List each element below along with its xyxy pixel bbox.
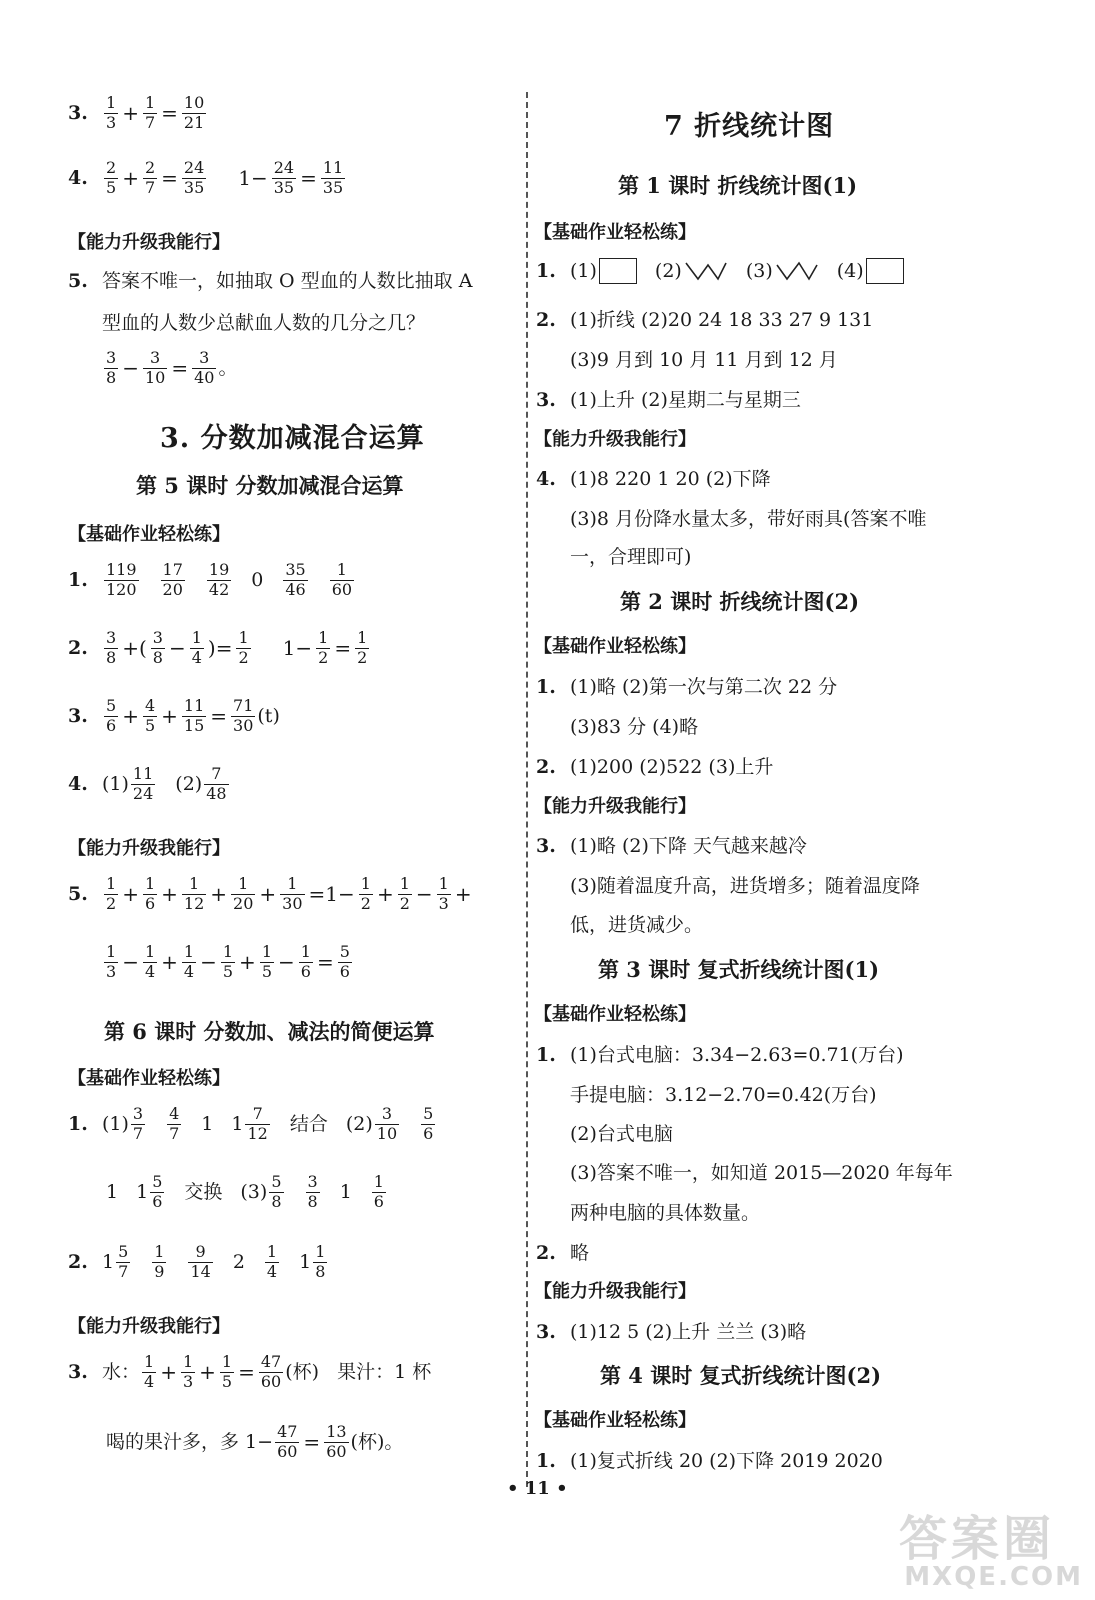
chapter-title: 3. 分数加减混合运算: [160, 423, 425, 454]
left-basic-2: 2. $\frac{3}{8}$ +( $\frac{3}{8}$ − $\frac{1}{4}$ )= $\frac{1}{2}$ 1− $\frac{1}{2}$ = $\frac{1}{2}$: [68, 628, 368, 667]
zigzag-icon: [684, 260, 728, 282]
right-basic3-1-line1: 1. (1)台式电脑：3.34−2.63=0.71(万台): [536, 1044, 904, 1066]
left-ability-5-row1: 5. $\frac{1}{2}$ + $\frac{1}{6}$ + $\frac{1}{12}$ + $\frac{1}{20}$ + $\frac{1}{30}$ =1− $\frac{1}{2}$ + $\frac{1}{2}$ − $\frac{1}{3}$ +: [68, 874, 472, 913]
right-basic3-1-line4: (3)答案不唯一，如知道 2015—2020 年每年: [570, 1162, 953, 1184]
section-label-ability: 【能力升级我能行】: [534, 429, 696, 450]
left-basic6-1-row2: 1 1 $\frac{5}{6}$ 交换 (3) $\frac{5}{8}$ $\frac{3}{8}$ 1 $\frac{1}{6}$: [106, 1172, 384, 1211]
right-basic3-1-line5: 两种电脑的具体数量。: [570, 1202, 761, 1224]
section-label-ability: 【能力升级我能行】: [534, 796, 696, 817]
watermark-logo: 答案圈 MXQE.COM: [898, 1511, 1083, 1592]
chapter-title: 7 折线统计图: [664, 111, 835, 142]
rectangle-shape-icon: [866, 258, 904, 284]
right-basic3-1-line2: 手提电脑：3.12−2.70=0.42(万台): [570, 1084, 877, 1106]
right-basic3-1-line3: (2)台式电脑: [570, 1123, 673, 1145]
right-ability2-3-line2: (3)随着温度升高，进货增多；随着温度降: [570, 875, 920, 897]
section-label-basic: 【基础作业轻松练】: [534, 222, 696, 243]
left-answer-5-line2: 型血的人数少总献血人数的几分之几？: [102, 312, 426, 334]
right-basic3-2: 2. 略: [536, 1242, 590, 1264]
right-ability2-3-line1: 3. (1)略 (2)下降 天气越来越冷: [536, 835, 807, 857]
lesson-title: 第 2 课时 折线统计图(2): [620, 589, 860, 614]
section-label-basic: 【基础作业轻松练】: [534, 636, 696, 657]
right-ability-4-line2: (3)8 月份降水量太多，带好雨具(答案不唯: [570, 508, 927, 530]
page-number: • 11 •: [507, 1478, 568, 1499]
right-basic-1: 1. (1) (2) (3) (4): [536, 258, 904, 284]
left-basic-3: 3. $\frac{5}{6}$ + $\frac{4}{5}$ + $\frac{11}{15}$ = $\frac{71}{30}$ (t): [68, 696, 280, 735]
column-divider: [526, 92, 528, 1487]
left-basic6-2: 2. 1 $\frac{5}{7}$ $\frac{1}{9}$ $\frac{9}{14}$ 2 $\frac{1}{4}$ 1 $\frac{1}{8}$: [68, 1242, 326, 1281]
left-answer-4: 4. $\frac{2}{5}$ + $\frac{2}{7}$ = $\frac{24}{35}$ 1− $\frac{24}{35}$ = $\frac{11}{35}$: [68, 158, 344, 197]
lesson-title: 第 6 课时 分数加、减法的简便运算: [104, 1019, 435, 1044]
left-answer-3: 3. $\frac{1}{3}$ + $\frac{1}{7}$ = $\frac{10}{21}$: [68, 93, 205, 132]
right-basic-2-line2: (3)9 月到 10 月 11 月到 12 月: [570, 349, 838, 371]
zigzag-icon: [775, 260, 819, 282]
left-ability6-3-row1: 3. 水： $\frac{1}{4}$ + $\frac{1}{3}$ + $\frac{1}{5}$ = $\frac{47}{60}$ (杯) 果汁：1 杯: [68, 1352, 432, 1391]
left-basic-1: 1. $\frac{119}{120}$ $\frac{17}{20}$ $\frac{19}{42}$ 0 $\frac{35}{46}$ $\frac{1}{60}$: [68, 560, 353, 599]
rectangle-shape-icon: [599, 258, 637, 284]
lesson-title: 第 4 课时 复式折线统计图(2): [600, 1363, 882, 1388]
section-label-ability: 【能力升级我能行】: [68, 232, 230, 253]
right-basic-3: 3. (1)上升 (2)星期二与星期三: [536, 389, 801, 411]
section-label-basic: 【基础作业轻松练】: [534, 1410, 696, 1431]
right-ability2-3-line3: 低，进货减少。: [570, 914, 704, 936]
left-basic6-1-row1: 1. (1) $\frac{3}{7}$ $\frac{4}{7}$ 1 1 $\frac{7}{12}$ 结合 (2) $\frac{3}{10}$ $\frac{5}{6}$: [68, 1104, 434, 1143]
right-basic2-1-line1: 1. (1)略 (2)第一次与第二次 22 分: [536, 676, 838, 698]
left-ability6-3-row2: 喝的果汁多，多 1− $\frac{47}{60}$ = $\frac{13}{60}$ (杯)。: [106, 1422, 404, 1461]
right-basic-2-line1: 2. (1)折线 (2)20 24 18 33 27 9 131: [536, 309, 874, 331]
right-basic2-2: 2. (1)200 (2)522 (3)上升: [536, 756, 774, 778]
lesson-title: 第 5 课时 分数加减混合运算: [136, 473, 404, 498]
right-ability-4-line1: 4. (1)8 220 1 20 (2)下降: [536, 468, 771, 490]
section-label-basic: 【基础作业轻松练】: [68, 524, 230, 545]
section-label-ability: 【能力升级我能行】: [534, 1281, 696, 1302]
right-basic4-1: 1. (1)复式折线 20 (2)下降 2019 2020: [536, 1450, 883, 1472]
left-answer-5-formula: $\frac{3}{8}$ − $\frac{3}{10}$ = $\frac{3}{40}$ 。: [106, 348, 238, 387]
section-label-basic: 【基础作业轻松练】: [68, 1068, 230, 1089]
section-label-basic: 【基础作业轻松练】: [534, 1004, 696, 1025]
right-ability-4-line3: 一，合理即可): [570, 546, 692, 568]
left-answer-5-line1: 5. 答案不唯一，如抽取 O 型血的人数比抽取 A: [68, 270, 473, 292]
lesson-title: 第 1 课时 折线统计图(1): [618, 173, 858, 198]
section-label-ability: 【能力升级我能行】: [68, 1316, 230, 1337]
lesson-title: 第 3 课时 复式折线统计图(1): [598, 957, 880, 982]
right-ability3-3: 3. (1)12 5 (2)上升 兰兰 (3)略: [536, 1321, 807, 1343]
section-label-ability: 【能力升级我能行】: [68, 838, 230, 859]
left-basic-4: 4. (1) $\frac{11}{24}$ (2) $\frac{7}{48}$: [68, 764, 227, 803]
left-ability-5-row2: $\frac{1}{3}$ − $\frac{1}{4}$ + $\frac{1}{4}$ − $\frac{1}{5}$ + $\frac{1}{5}$ − $\frac{1}{6}$ = $\frac{5}{6}$: [106, 942, 350, 981]
right-basic2-1-line2: (3)83 分 (4)略: [570, 716, 699, 738]
